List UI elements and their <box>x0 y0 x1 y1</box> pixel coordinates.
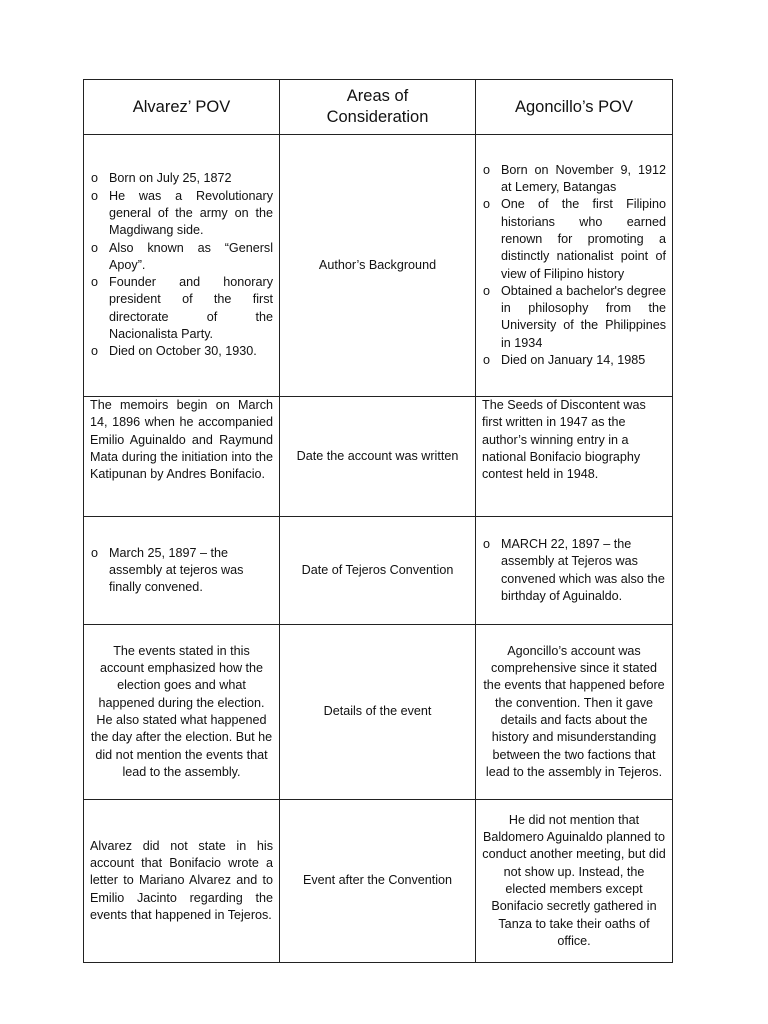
list-item: o Died on January 14, 1985 <box>482 352 666 369</box>
area-label: Details of the event <box>280 625 476 800</box>
alvarez-date-written-cell: The memoirs begin on March 14, 1896 when he accompanied Emilio Aguinaldo and Raymund Mata during the initiation into the Katipunan by Andres Bonifacio. <box>84 397 280 517</box>
area-label: Date the account was written <box>280 397 476 517</box>
agoncillo-details-cell: Agoncillo’s account was comprehensive since it stated the events that happened before the convention. Then it gave details and facts about the history and misunderstanding between the two factions that lead to the assembly in Tejeros. <box>476 625 673 800</box>
alvarez-background-cell <box>84 135 280 397</box>
alvarez-after-convention-cell: Alvarez did not state in his account that Bonifacio wrote a letter to Mariano Alvarez and to Emilio Jacinto regarding the events that happened in Tejeros. <box>84 800 280 963</box>
header-areas-line1: Areas of <box>346 87 409 105</box>
list-item: o Born on July 25, 1872 <box>90 170 273 187</box>
list-item: o Founder and honorary president of the first directorate of the Nacionalista Party. <box>90 274 273 343</box>
list-item: o One of the first Filipino historians who earned renown for promoting a distinctly nationalist point of view of Filipino history <box>482 196 666 282</box>
comparison-table <box>83 79 673 963</box>
alvarez-tejeros-list <box>90 545 273 597</box>
area-label: Author’s Background <box>280 135 476 397</box>
alvarez-details-cell: The events stated in this account emphasized how the election goes and what happened during the election. He also stated what happened the day after the election. But he did not mention the events that lead to the assembly. <box>84 625 280 800</box>
list-item: o March 25, 1897 – the assembly at tejeros was finally convened. <box>90 545 273 597</box>
table-row <box>84 800 673 963</box>
table-row <box>84 397 673 517</box>
list-item: o Obtained a bachelor's degree in philosophy from the University of the Philippines in 1934 <box>482 283 666 352</box>
list-item: o He was a Revolutionary general of the army on the Magdiwang side. <box>90 188 273 240</box>
agoncillo-tejeros-list <box>482 536 666 605</box>
header-row <box>84 80 673 135</box>
header-alvarez-pov: Alvarez’ POV <box>84 80 280 135</box>
area-label: Event after the Convention <box>280 800 476 963</box>
area-label: Date of Tejeros Convention <box>280 517 476 625</box>
header-areas-line2: Consideration <box>326 108 429 126</box>
agoncillo-background-cell <box>476 135 673 397</box>
agoncillo-date-written-cell: The Seeds of Discontent was first written in 1947 as the author’s winning entry in a national Bonifacio biography contest held in 1948. <box>476 397 673 517</box>
agoncillo-after-convention-cell: He did not mention that Baldomero Aguinaldo planned to conduct another meeting, but did not show up. Instead, the elected members except Bonifacio secretly gathered in Tanza to take their oaths of office. <box>476 800 673 963</box>
agoncillo-tejeros-date-cell <box>476 517 673 625</box>
list-item: o Also known as “Genersl Apoy”. <box>90 240 273 275</box>
alvarez-background-list <box>90 170 273 360</box>
table-row <box>84 625 673 800</box>
header-areas-of-consideration <box>280 80 476 135</box>
header-agoncillo-pov: Agoncillo’s POV <box>476 80 673 135</box>
alvarez-tejeros-date-cell <box>84 517 280 625</box>
list-item: o MARCH 22, 1897 – the assembly at Tejeros was convened which was also the birthday of Aguinaldo. <box>482 536 666 605</box>
list-item: o Born on November 9, 1912 at Lemery, Batangas <box>482 162 666 197</box>
table-row <box>84 517 673 625</box>
table-row <box>84 135 673 397</box>
list-item: o Died on October 30, 1930. <box>90 343 273 360</box>
agoncillo-background-list <box>482 162 666 370</box>
